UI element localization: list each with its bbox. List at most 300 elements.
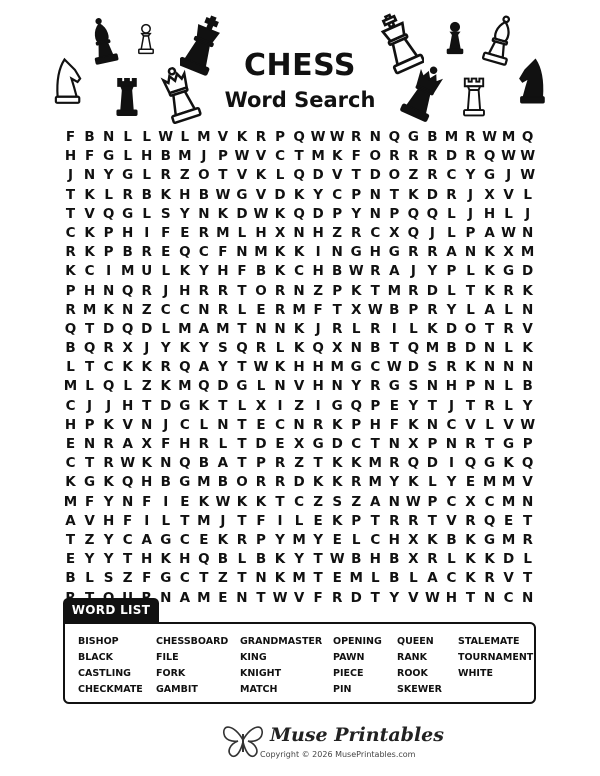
- grid-cell: R: [122, 186, 133, 203]
- grid-cell: J: [410, 263, 416, 280]
- grid-cell: C: [446, 493, 457, 510]
- grid-cell: E: [256, 416, 266, 433]
- grid-cell: K: [217, 531, 229, 548]
- grid-cell: K: [236, 493, 248, 510]
- grid-cell: T: [465, 397, 476, 414]
- grid-cell: T: [84, 320, 95, 337]
- grid-cell: Z: [84, 531, 95, 548]
- grid-cell: K: [255, 167, 267, 184]
- word-list-item: SKEWER: [397, 684, 442, 695]
- grid-cell: H: [179, 186, 191, 203]
- grid-cell: H: [141, 474, 153, 491]
- grid-cell: R: [370, 320, 381, 337]
- grid-cell: R: [427, 301, 438, 318]
- grid-cell: A: [179, 589, 191, 606]
- grid-cell: V: [293, 378, 305, 395]
- grid-cell: L: [142, 129, 152, 145]
- grid-cell: B: [217, 551, 229, 568]
- grid-cell: T: [294, 148, 304, 165]
- grid-cell: D: [255, 436, 267, 452]
- grid-cell: B: [522, 378, 533, 395]
- grid-cell: M: [292, 570, 306, 587]
- grid-cell: W: [424, 589, 440, 606]
- grid-cell: H: [483, 205, 496, 222]
- grid-cell: V: [408, 589, 419, 606]
- grid-cell: S: [427, 359, 438, 376]
- grid-cell: M: [520, 244, 535, 261]
- grid-cell: N: [369, 129, 381, 145]
- grid-cell: M: [501, 474, 516, 491]
- grid-cell: G: [388, 244, 400, 261]
- grid-cell: A: [389, 263, 400, 280]
- grid-cell: J: [201, 148, 207, 165]
- grid-cell: Y: [294, 551, 304, 568]
- grid-cell: X: [122, 340, 133, 357]
- grid-cell: H: [369, 551, 381, 568]
- grid-cell: L: [485, 416, 494, 433]
- grid-cell: G: [179, 474, 191, 491]
- grid-cell: A: [65, 512, 76, 529]
- grid-cell: B: [389, 551, 400, 568]
- grid-cell: L: [142, 167, 152, 184]
- grid-cell: K: [179, 340, 191, 357]
- grid-cell: F: [84, 493, 95, 510]
- grid-cell: X: [293, 436, 305, 452]
- grid-cell: E: [313, 512, 323, 529]
- grid-cell: X: [141, 436, 152, 452]
- grid-cell: K: [522, 282, 533, 299]
- grid-cell: E: [65, 436, 76, 452]
- grid-cell: Z: [332, 224, 343, 241]
- grid-cell: K: [160, 186, 171, 203]
- grid-cell: K: [408, 186, 419, 203]
- grid-cell: L: [180, 129, 190, 145]
- grid-cell: E: [389, 397, 399, 414]
- grid-cell: Q: [293, 167, 305, 184]
- grid-cell: G: [179, 397, 191, 414]
- grid-cell: G: [503, 263, 515, 280]
- page-title: CHESS: [244, 48, 356, 83]
- page-subtitle: Word Search: [224, 88, 376, 112]
- grid-cell: F: [123, 512, 133, 529]
- grid-cell: W: [501, 148, 517, 165]
- grid-row: [61, 435, 537, 454]
- grid-cell: D: [502, 551, 515, 568]
- grid-cell: H: [293, 359, 305, 376]
- grid-cell: M: [82, 301, 97, 318]
- grid-cell: H: [445, 589, 458, 606]
- grid-cell: R: [351, 224, 362, 241]
- grid-cell: J: [315, 320, 321, 337]
- word-list-item: TOURNAMENT: [458, 652, 534, 663]
- grid-cell: K: [198, 493, 210, 510]
- grid-cell: H: [369, 416, 381, 433]
- grid-cell: R: [427, 167, 438, 184]
- grid-cell: O: [198, 167, 210, 184]
- grid-cell: M: [425, 340, 440, 357]
- grid-cell: R: [503, 282, 514, 299]
- word-list-item: FORK: [156, 668, 186, 679]
- grid-cell: N: [236, 589, 248, 606]
- grid-cell: R: [141, 282, 152, 299]
- grid-cell: H: [179, 551, 191, 568]
- grid-cell: C: [103, 359, 114, 376]
- grid-cell: T: [370, 589, 380, 606]
- grid-cell: J: [68, 167, 74, 184]
- word-list-item: CASTLING: [78, 668, 131, 679]
- grid-cell: Z: [313, 493, 324, 510]
- grid-cell: Q: [293, 129, 305, 145]
- grid-cell: D: [426, 186, 439, 203]
- grid-cell: L: [161, 320, 171, 337]
- grid-cell: M: [63, 378, 78, 395]
- grid-cell: A: [141, 531, 152, 548]
- grid-cell: P: [465, 378, 476, 395]
- grid-cell: H: [369, 244, 381, 261]
- grid-cell: L: [256, 378, 266, 395]
- grid-cell: R: [255, 129, 267, 145]
- grid-cell: G: [484, 531, 496, 548]
- grid-cell: K: [217, 205, 229, 222]
- grid-cell: Q: [121, 320, 134, 337]
- grid-cell: B: [255, 551, 267, 568]
- grid-cell: L: [275, 167, 285, 184]
- grid-cell: M: [330, 359, 344, 376]
- grid-cell: C: [65, 455, 76, 472]
- grid-cell: P: [427, 493, 438, 510]
- grid-cell: T: [237, 359, 247, 376]
- grid-cell: D: [217, 378, 229, 395]
- word-list-item: CHESSBOARD: [156, 636, 229, 647]
- grid-cell: W: [120, 455, 136, 472]
- grid-cell: R: [331, 589, 343, 606]
- grid-row: [61, 205, 537, 224]
- grid-cell: R: [274, 474, 286, 491]
- grid-cell: T: [142, 397, 152, 414]
- grid-cell: R: [198, 224, 210, 241]
- grid-cell: D: [331, 436, 343, 452]
- grid-cell: E: [332, 531, 342, 548]
- grid-cell: I: [448, 455, 454, 472]
- grid-cell: R: [370, 378, 381, 395]
- grid-cell: C: [294, 493, 305, 510]
- grid-cell: E: [503, 512, 514, 529]
- grid-cell: D: [312, 205, 324, 222]
- grid-cell: N: [388, 493, 400, 510]
- grid-cell: P: [427, 436, 438, 452]
- grid-cell: G: [350, 359, 362, 376]
- grid-cell: R: [255, 340, 267, 357]
- grid-row: [61, 262, 537, 281]
- grid-cell: V: [236, 167, 248, 184]
- grid-cell: C: [65, 397, 76, 414]
- grid-cell: Y: [84, 551, 95, 568]
- grid-cell: Y: [446, 301, 457, 318]
- grid-cell: G: [312, 436, 324, 452]
- grid-cell: X: [255, 397, 267, 414]
- grid-cell: A: [427, 570, 438, 587]
- grid-cell: C: [160, 301, 171, 318]
- grid-cell: O: [464, 320, 477, 337]
- grid-cell: G: [103, 148, 115, 165]
- grid-cell: R: [503, 320, 514, 337]
- grid-cell: Q: [407, 455, 420, 472]
- grid-cell: L: [275, 340, 285, 357]
- grid-cell: K: [293, 186, 305, 203]
- grid-cell: T: [65, 205, 76, 222]
- grid-cell: L: [409, 320, 418, 337]
- grid-cell: K: [103, 416, 114, 433]
- grid-cell: G: [503, 436, 515, 452]
- grid-row: [61, 569, 537, 588]
- grid-cell: K: [103, 474, 114, 491]
- grid-cell: T: [484, 320, 495, 337]
- grid-row: [61, 243, 537, 262]
- grid-cell: K: [331, 148, 343, 165]
- grid-cell: W: [520, 148, 536, 165]
- grid-row: [61, 186, 537, 205]
- grid-cell: J: [163, 416, 169, 433]
- grid-cell: L: [123, 129, 132, 145]
- grid-cell: V: [522, 320, 533, 337]
- word-list-item: KNIGHT: [240, 668, 282, 679]
- grid-cell: N: [388, 436, 400, 452]
- grid-cell: R: [465, 129, 476, 145]
- grid-cell: L: [123, 378, 132, 395]
- grid-cell: P: [65, 282, 76, 299]
- grid-cell: P: [275, 129, 285, 145]
- grid-cell: W: [329, 551, 345, 568]
- grid-cell: X: [408, 531, 419, 548]
- grid-cell: E: [65, 551, 76, 568]
- grid-cell: Y: [389, 589, 400, 606]
- grid-cell: Z: [122, 570, 133, 587]
- grid-cell: M: [501, 531, 516, 548]
- grid-cell: R: [65, 301, 76, 318]
- grid-cell: G: [122, 205, 134, 222]
- grid-cell: B: [160, 474, 171, 491]
- grid-cell: K: [274, 551, 286, 568]
- word-list-column: [397, 634, 442, 698]
- grid-cell: M: [63, 493, 78, 510]
- grid-cell: D: [141, 320, 153, 337]
- grid-cell: K: [122, 359, 133, 376]
- grid-cell: L: [428, 474, 437, 491]
- grid-cell: B: [65, 570, 76, 587]
- grid-cell: K: [141, 359, 152, 376]
- grid-cell: X: [503, 244, 514, 261]
- grid-cell: M: [178, 320, 192, 337]
- grid-cell: T: [370, 436, 380, 452]
- grid-cell: W: [253, 359, 269, 376]
- grid-cell: N: [483, 378, 496, 395]
- grid-cell: Q: [407, 340, 420, 357]
- grid-cell: J: [506, 167, 512, 184]
- word-list-column: [333, 634, 382, 698]
- grid-cell: P: [351, 416, 362, 433]
- grid-cell: L: [523, 186, 532, 203]
- grid-cell: H: [312, 224, 324, 241]
- grid-cell: Q: [121, 474, 134, 491]
- grid-cell: K: [465, 531, 476, 548]
- grid-cell: Q: [521, 129, 534, 145]
- grid-cell: E: [180, 493, 190, 510]
- grid-cell: R: [65, 244, 76, 261]
- grid-cell: L: [85, 570, 94, 587]
- grid-cell: W: [234, 148, 250, 165]
- grid-cell: V: [503, 570, 514, 587]
- grid-cell: P: [351, 186, 362, 203]
- grid-cell: W: [215, 493, 231, 510]
- grid-cell: F: [84, 148, 95, 165]
- grid-cell: E: [332, 570, 342, 587]
- grid-cell: I: [106, 263, 112, 280]
- grid-cell: Q: [407, 205, 420, 222]
- grid-cell: T: [84, 455, 95, 472]
- grid-cell: T: [256, 589, 266, 606]
- grid-cell: D: [426, 455, 439, 472]
- grid-cell: R: [103, 436, 114, 452]
- grid-cell: E: [218, 589, 228, 606]
- grid-cell: P: [408, 301, 419, 318]
- grid-cell: I: [277, 512, 283, 529]
- grid-cell: W: [253, 205, 269, 222]
- grid-cell: S: [160, 205, 171, 222]
- grid-cell: Y: [351, 205, 362, 222]
- grid-cell: H: [141, 551, 153, 568]
- grid-cell: N: [160, 589, 172, 606]
- grid-cell: G: [236, 186, 248, 203]
- grid-cell: R: [198, 436, 210, 452]
- grid-cell: K: [103, 301, 114, 318]
- grid-cell: R: [351, 129, 362, 145]
- grid-cell: K: [236, 129, 248, 145]
- word-list-item: PAWN: [333, 652, 365, 663]
- grid-row: [61, 166, 537, 185]
- grid-cell: B: [446, 531, 457, 548]
- grid-cell: E: [465, 474, 476, 491]
- grid-cell: K: [65, 263, 76, 280]
- grid-cell: G: [331, 397, 343, 414]
- grid-cell: R: [427, 148, 438, 165]
- grid-cell: X: [389, 224, 400, 241]
- grid-cell: Y: [313, 186, 324, 203]
- grid-cell: Q: [483, 512, 496, 529]
- grid-cell: L: [237, 301, 247, 318]
- grid-cell: L: [161, 512, 171, 529]
- grid-cell: X: [331, 340, 343, 357]
- grid-cell: B: [122, 244, 133, 261]
- grid-cell: O: [255, 282, 267, 299]
- grid-cell: R: [446, 359, 457, 376]
- grid-cell: R: [255, 474, 267, 491]
- grid-cell: T: [313, 455, 323, 472]
- grid-cell: A: [122, 436, 133, 452]
- grid-cell: H: [64, 416, 77, 433]
- grid-cell: Y: [446, 474, 457, 491]
- grid-cell: J: [448, 397, 454, 414]
- grid-cell: O: [236, 474, 248, 491]
- grid-cell: K: [160, 378, 171, 395]
- grid-cell: V: [503, 416, 514, 433]
- grid-cell: K: [198, 397, 210, 414]
- grid-cell: W: [386, 359, 402, 376]
- grid-cell: N: [464, 244, 477, 261]
- grid-cell: Y: [218, 359, 228, 376]
- grid-cell: X: [351, 301, 362, 318]
- grid-cell: H: [312, 378, 324, 395]
- grid-cell: T: [370, 512, 380, 529]
- grid-cell: B: [332, 263, 343, 280]
- grid-cell: K: [408, 474, 419, 491]
- grid-cell: F: [389, 416, 399, 433]
- grid-row: [61, 320, 537, 339]
- grid-cell: G: [484, 455, 496, 472]
- brand-name: Muse Printables: [270, 724, 444, 746]
- grid-cell: I: [391, 320, 397, 337]
- grid-row: [61, 454, 537, 473]
- grid-cell: K: [274, 263, 286, 280]
- grid-cell: W: [367, 301, 383, 318]
- grid-cell: N: [83, 436, 96, 452]
- grid-cell: M: [197, 474, 211, 491]
- grid-cell: Q: [483, 148, 496, 165]
- grid-cell: F: [65, 129, 76, 145]
- grid-cell: N: [198, 205, 210, 222]
- grid-cell: N: [331, 244, 343, 261]
- grid-cell: N: [483, 359, 496, 376]
- grid-cell: N: [293, 416, 305, 433]
- grid-cell: C: [84, 263, 95, 280]
- grid-cell: W: [158, 129, 174, 145]
- grid-cell: S: [218, 340, 228, 357]
- grid-cell: R: [446, 186, 457, 203]
- grid-cell: L: [523, 551, 532, 568]
- grid-cell: P: [217, 148, 228, 165]
- grid-cell: M: [349, 570, 363, 587]
- grid-cell: K: [274, 244, 286, 261]
- grid-row: [61, 128, 537, 147]
- grid-cell: J: [163, 282, 169, 299]
- grid-cell: L: [370, 570, 380, 587]
- grid-cell: M: [178, 148, 192, 165]
- grid-cell: R: [465, 148, 476, 165]
- grid-cell: C: [446, 416, 457, 433]
- grid-row: [61, 493, 537, 512]
- grid-cell: L: [351, 320, 361, 337]
- grid-cell: B: [370, 340, 381, 357]
- grid-cell: L: [237, 551, 247, 568]
- grid-cell: P: [256, 531, 266, 548]
- grid-cell: T: [218, 397, 228, 414]
- grid-cell: R: [427, 551, 438, 568]
- grid-cell: Q: [312, 340, 324, 357]
- grid-cell: K: [84, 244, 95, 261]
- word-list-item: MATCH: [240, 684, 278, 695]
- grid-cell: T: [123, 551, 133, 568]
- word-list-item: STALEMATE: [458, 636, 520, 647]
- grid-cell: H: [312, 359, 324, 376]
- grid-cell: B: [217, 474, 229, 491]
- grid-cell: C: [122, 531, 133, 548]
- grid-cell: C: [275, 148, 285, 165]
- grid-cell: K: [427, 320, 438, 337]
- grid-cell: E: [161, 244, 171, 261]
- grid-cell: V: [84, 512, 95, 529]
- grid-cell: H: [102, 512, 115, 529]
- grid-cell: I: [315, 397, 321, 414]
- grid-row: [61, 397, 537, 416]
